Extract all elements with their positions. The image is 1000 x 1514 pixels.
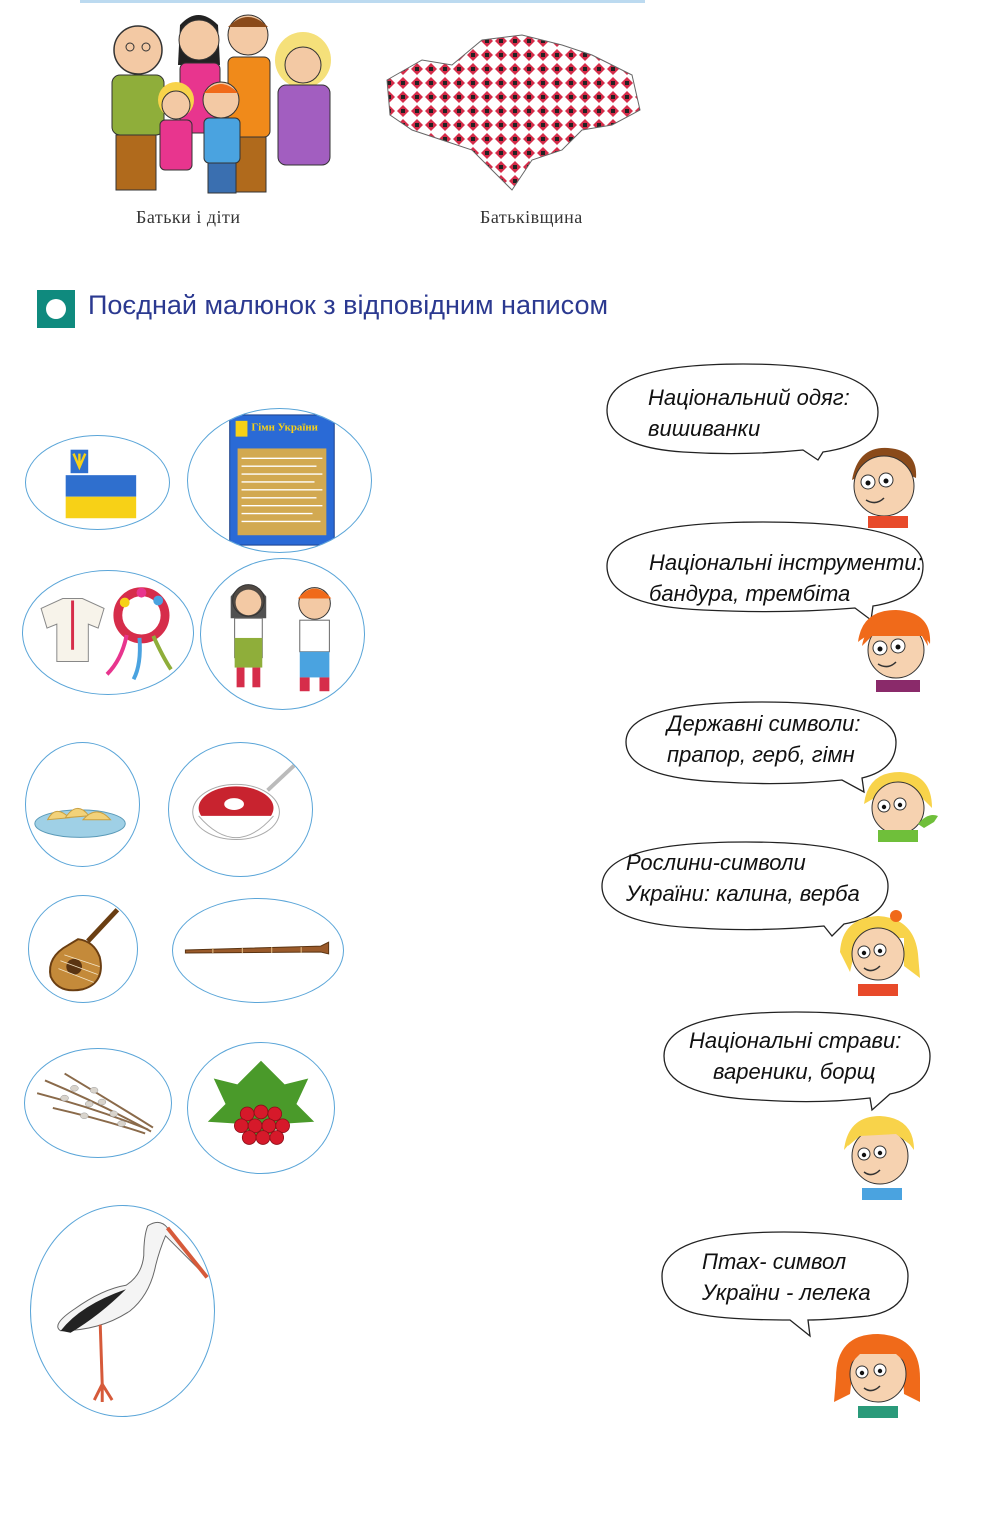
bubble-6-line-1: Птах- символ <box>702 1249 847 1274</box>
viburnum-icon <box>188 1043 334 1173</box>
homeland-caption: Батьківщина <box>480 207 583 227</box>
bubble-1-line-1: Національний одяг: <box>648 385 850 410</box>
bubble-5-line-1: Національні страви: <box>689 1028 902 1053</box>
children-in-costume-icon <box>201 559 364 709</box>
family-caption: Батьки і діти <box>136 207 241 227</box>
varenyky-card[interactable] <box>25 742 140 867</box>
boy-brown-hair-avatar <box>838 440 928 528</box>
bubble-4-line-2: України: калина, верба <box>626 881 860 906</box>
trembita-icon <box>173 899 343 1002</box>
top-divider <box>80 0 645 3</box>
bubble-1-line-2: вишиванки <box>648 416 761 441</box>
family-illustration <box>98 5 338 200</box>
flag-card[interactable] <box>25 435 170 530</box>
varenyky-plate-icon <box>26 743 139 866</box>
bubble-2-line-2: бандура, трембіта <box>649 581 851 606</box>
bubble-4-text[interactable] <box>626 847 860 909</box>
children-costume-card[interactable] <box>200 558 365 710</box>
stork-icon <box>31 1206 214 1416</box>
stork-card[interactable] <box>30 1205 215 1417</box>
bandura-icon <box>29 896 137 1002</box>
bubble-1-text[interactable] <box>648 382 850 444</box>
bubble-5-text[interactable] <box>689 1025 901 1087</box>
viburnum-card[interactable] <box>187 1042 335 1174</box>
bubble-2-line-1: Національні інструменти: <box>649 550 923 575</box>
bubble-3-line-2: прапор, герб, гімн <box>667 742 855 767</box>
homeland-map <box>382 20 644 200</box>
trembita-card[interactable] <box>172 898 344 1003</box>
task-title: Поєднай малюнок з відповідним написом <box>88 290 609 320</box>
embroidery-wreath-card[interactable] <box>22 570 194 695</box>
bubble-6-text[interactable] <box>702 1246 871 1308</box>
bubble-5-line-2: вареники, борщ <box>713 1059 876 1084</box>
boy-blonde-avatar <box>836 1110 926 1200</box>
girl-blonde-avatar-1 <box>858 768 940 842</box>
girl-red-hair-avatar <box>830 1328 925 1418</box>
bandura-card[interactable] <box>28 895 138 1003</box>
vyshyvanka-wreath-icon <box>23 571 193 694</box>
bubble-3-text[interactable] <box>667 708 861 770</box>
anthem-card[interactable] <box>187 408 372 553</box>
willow-card[interactable] <box>24 1048 172 1158</box>
girl-blonde-avatar-2 <box>834 908 924 996</box>
task-marker-icon <box>37 290 75 328</box>
bubble-2-text[interactable] <box>649 547 923 609</box>
bubble-4-line-1: Рослини-символи <box>626 850 806 875</box>
borscht-card[interactable] <box>168 742 313 877</box>
anthem-poster-icon <box>188 409 371 552</box>
willow-branch-icon <box>25 1049 171 1157</box>
boy-red-hair-avatar <box>852 606 936 692</box>
anthem-poster-title: Гімн України <box>251 421 318 434</box>
flag-icon <box>26 436 169 529</box>
borscht-bowl-icon <box>169 743 312 876</box>
bubble-3-line-1: Державні символи: <box>667 711 861 736</box>
bubble-6-line-2: України - лелека <box>702 1280 871 1305</box>
